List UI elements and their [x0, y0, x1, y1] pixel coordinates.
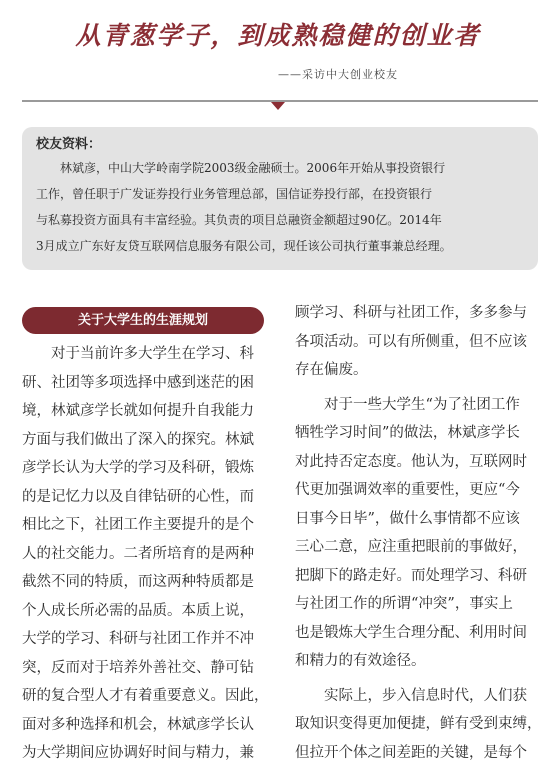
body-line: 代更加强调效率的重要性，更应“今 — [295, 482, 520, 498]
body-line: 截然不同的特质，而这两种特质都是 — [22, 574, 254, 590]
body-line: 三心二意，应注重把眼前的事做好， — [295, 539, 527, 555]
body-line: 日事今日毕”，做什么事情都不应该 — [295, 510, 520, 527]
body-line: 大学的学习、科研与社团工作并不冲 — [22, 631, 254, 647]
body-line: 把脚下的路走好。而处理学习、科研 — [295, 567, 527, 584]
body-line: 为大学期间应协调好时间与精力，兼 — [22, 745, 254, 761]
body-line: 顾学习、科研与社团工作，多多参与 — [295, 305, 527, 321]
paragraph — [295, 299, 545, 385]
body-line: 方面与我们做出了深入的探究。林斌 — [22, 431, 254, 448]
body-line: 人的社交能力。二者所培育的是两种 — [22, 545, 254, 562]
body-line: 和精力的有效途径。 — [295, 653, 426, 669]
profile-line: 工作，曾任职于广发证券投行业务管理总部，国信证券投行部，在投资银行 — [36, 187, 433, 201]
right-column — [295, 299, 545, 767]
body-line: 对于一些大学生“为了社团工作 — [295, 396, 520, 413]
body-line: 但拉开个体之间差距的关键，是每个 — [295, 744, 527, 761]
section-header: 关于大学生的生涯规划 — [22, 307, 264, 334]
body-line: 存在偏废。 — [295, 362, 368, 378]
paragraph — [295, 682, 545, 768]
body-line: 实际上，步入信息时代，人们获 — [295, 687, 527, 704]
profile-line: 林斌彦，中山大学岭南学院2003级金融硕士。2006年开始从事投资银行 — [36, 161, 446, 175]
body-line: 与社团工作的所谓“冲突”，事实上 — [295, 596, 513, 612]
paragraph — [295, 391, 545, 676]
body-line: 个人成长所必需的品质。本质上说， — [22, 602, 254, 619]
body-line: 各项活动。可以有所侧重，但不应该 — [295, 333, 527, 350]
body-line: 突，反而对于培养外善社交、静可钻 — [22, 659, 254, 676]
left-column — [22, 340, 272, 768]
profile-heading: 校友资料： — [36, 137, 102, 152]
body-line: 牺牲学习时间”的做法，林斌彦学长 — [295, 425, 520, 441]
body-line: 相比之下，社团工作主要提升的是个 — [22, 517, 254, 533]
body-line: 对于当前许多大学生在学习、科 — [22, 346, 254, 362]
body-line: 也是锻炼大学生合理分配、利用时间 — [295, 624, 527, 641]
body-line: 对此持否定态度。他认为，互联网时 — [295, 453, 527, 470]
body-line: 的是记忆力以及自律钻研的心性，而 — [22, 488, 254, 505]
body-line: 研、社团等多项选择中感到迷茫的困 — [22, 374, 254, 391]
profile-line: 与私募投资方面具有丰富经验。其负责的项目总融资金额超过90亿。2014年 — [36, 213, 442, 227]
body-line: 境，林斌彦学长就如何提升自我能力 — [22, 403, 254, 419]
article-subtitle: ——采访中大创业校友 — [278, 68, 398, 81]
body-line: 面对多种选择和机会，林斌彦学长认 — [22, 716, 254, 733]
body-line: 彦学长认为大学的学习及科研，锻炼 — [22, 460, 254, 476]
alumni-profile-box — [22, 127, 538, 270]
body-line: 取知识变得更加便捷，鲜有受到束缚， — [295, 716, 542, 732]
divider-triangle-icon — [271, 102, 285, 110]
article-title: 从青葱学子，到成熟稳健的创业者 — [75, 21, 481, 50]
body-line: 研的复合型人才有着重要意义。因此， — [22, 688, 269, 704]
profile-line: 3月成立广东好友贷互联网信息服务有限公司，现任该公司执行董事兼总经理。 — [36, 239, 452, 253]
